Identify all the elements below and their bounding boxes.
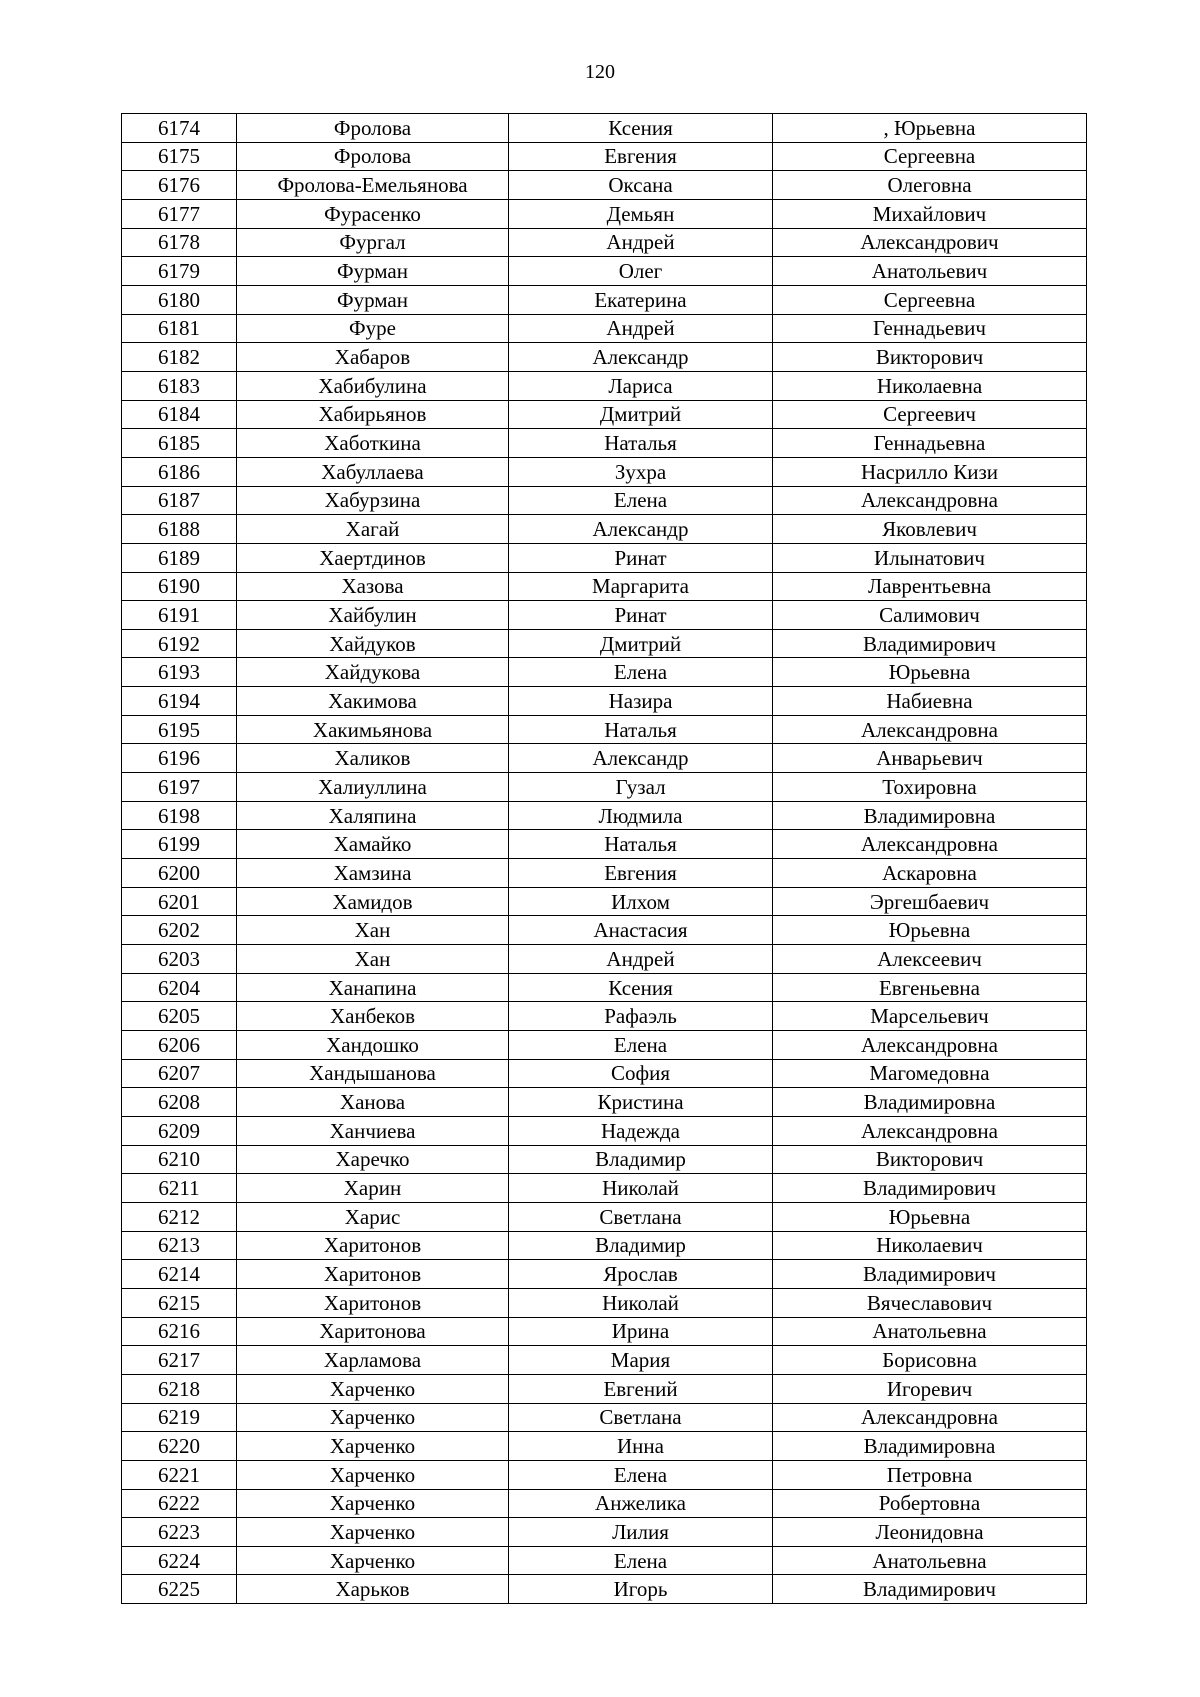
row-number-cell: 6208 bbox=[122, 1088, 237, 1117]
table-row bbox=[122, 1317, 1087, 1346]
patronymic-cell: Юрьевна bbox=[773, 1202, 1087, 1231]
row-number-cell: 6195 bbox=[122, 715, 237, 744]
first-name-cell: Илхом bbox=[509, 887, 773, 916]
first-name-cell: Наталья bbox=[509, 830, 773, 859]
table-row bbox=[122, 1059, 1087, 1088]
patronymic-cell: Илынатович bbox=[773, 543, 1087, 572]
row-number-cell: 6217 bbox=[122, 1346, 237, 1375]
first-name-cell: Елена bbox=[509, 1460, 773, 1489]
first-name-cell: Владимир bbox=[509, 1145, 773, 1174]
table-row bbox=[122, 114, 1087, 143]
last-name-cell: Фурман bbox=[237, 285, 509, 314]
last-name-cell: Хакимова bbox=[237, 687, 509, 716]
last-name-cell: Хабирьянов bbox=[237, 400, 509, 429]
row-number-cell: 6221 bbox=[122, 1460, 237, 1489]
last-name-cell: Харин bbox=[237, 1174, 509, 1203]
last-name-cell: Харечко bbox=[237, 1145, 509, 1174]
table-row bbox=[122, 429, 1087, 458]
patronymic-cell: Игоревич bbox=[773, 1374, 1087, 1403]
last-name-cell: Хакимьянова bbox=[237, 715, 509, 744]
first-name-cell: Маргарита bbox=[509, 572, 773, 601]
first-name-cell: Елена bbox=[509, 658, 773, 687]
table-row bbox=[122, 257, 1087, 286]
last-name-cell: Харченко bbox=[237, 1460, 509, 1489]
table-row bbox=[122, 371, 1087, 400]
first-name-cell: Николай bbox=[509, 1174, 773, 1203]
patronymic-cell: Аскаровна bbox=[773, 859, 1087, 888]
first-name-cell: Светлана bbox=[509, 1403, 773, 1432]
row-number-cell: 6223 bbox=[122, 1518, 237, 1547]
table-row bbox=[122, 1088, 1087, 1117]
table-row bbox=[122, 801, 1087, 830]
last-name-cell: Хамидов bbox=[237, 887, 509, 916]
patronymic-cell: Александровна bbox=[773, 1403, 1087, 1432]
patronymic-cell: Владимирович bbox=[773, 1575, 1087, 1604]
first-name-cell: Оксана bbox=[509, 171, 773, 200]
table-row bbox=[122, 887, 1087, 916]
patronymic-cell: Владимирович bbox=[773, 1174, 1087, 1203]
table-row bbox=[122, 629, 1087, 658]
patronymic-cell: Викторович bbox=[773, 1145, 1087, 1174]
last-name-cell: Фролова bbox=[237, 142, 509, 171]
table-row bbox=[122, 572, 1087, 601]
last-name-cell: Хазова bbox=[237, 572, 509, 601]
row-number-cell: 6211 bbox=[122, 1174, 237, 1203]
table-row bbox=[122, 1002, 1087, 1031]
table-row bbox=[122, 486, 1087, 515]
row-number-cell: 6212 bbox=[122, 1202, 237, 1231]
row-number-cell: 6222 bbox=[122, 1489, 237, 1518]
first-name-cell: Светлана bbox=[509, 1202, 773, 1231]
last-name-cell: Халиуллина bbox=[237, 773, 509, 802]
patronymic-cell: Александровна bbox=[773, 830, 1087, 859]
table-row bbox=[122, 916, 1087, 945]
last-name-cell: Харламова bbox=[237, 1346, 509, 1375]
patronymic-cell: Анатольевна bbox=[773, 1317, 1087, 1346]
first-name-cell: Надежда bbox=[509, 1116, 773, 1145]
patronymic-cell: Александрович bbox=[773, 228, 1087, 257]
table-row bbox=[122, 973, 1087, 1002]
table-row bbox=[122, 687, 1087, 716]
last-name-cell: Фурасенко bbox=[237, 199, 509, 228]
last-name-cell: Хабибулина bbox=[237, 371, 509, 400]
row-number-cell: 6201 bbox=[122, 887, 237, 916]
patronymic-cell: Леонидовна bbox=[773, 1518, 1087, 1547]
table-row bbox=[122, 1518, 1087, 1547]
row-number-cell: 6216 bbox=[122, 1317, 237, 1346]
first-name-cell: Игорь bbox=[509, 1575, 773, 1604]
table-row bbox=[122, 457, 1087, 486]
last-name-cell: Хандышанова bbox=[237, 1059, 509, 1088]
last-name-cell: Харченко bbox=[237, 1403, 509, 1432]
first-name-cell: Гузал bbox=[509, 773, 773, 802]
patronymic-cell: Алексеевич bbox=[773, 945, 1087, 974]
table-row bbox=[122, 199, 1087, 228]
first-name-cell: София bbox=[509, 1059, 773, 1088]
last-name-cell: Фурман bbox=[237, 257, 509, 286]
table-row bbox=[122, 343, 1087, 372]
row-number-cell: 6191 bbox=[122, 601, 237, 630]
row-number-cell: 6207 bbox=[122, 1059, 237, 1088]
first-name-cell: Наталья bbox=[509, 715, 773, 744]
patronymic-cell: Геннадьевич bbox=[773, 314, 1087, 343]
first-name-cell: Ксения bbox=[509, 973, 773, 1002]
first-name-cell: Андрей bbox=[509, 945, 773, 974]
table-row bbox=[122, 400, 1087, 429]
row-number-cell: 6196 bbox=[122, 744, 237, 773]
row-number-cell: 6206 bbox=[122, 1031, 237, 1060]
row-number-cell: 6184 bbox=[122, 400, 237, 429]
table-row bbox=[122, 1489, 1087, 1518]
table-row bbox=[122, 1145, 1087, 1174]
last-name-cell: Хан bbox=[237, 916, 509, 945]
first-name-cell: Екатерина bbox=[509, 285, 773, 314]
table-row bbox=[122, 1231, 1087, 1260]
patronymic-cell: Владимирович bbox=[773, 1260, 1087, 1289]
row-number-cell: 6183 bbox=[122, 371, 237, 400]
row-number-cell: 6176 bbox=[122, 171, 237, 200]
row-number-cell: 6185 bbox=[122, 429, 237, 458]
first-name-cell: Ринат bbox=[509, 601, 773, 630]
patronymic-cell: Вячеславович bbox=[773, 1288, 1087, 1317]
table-row bbox=[122, 515, 1087, 544]
last-name-cell: Харитонов bbox=[237, 1231, 509, 1260]
first-name-cell: Александр bbox=[509, 744, 773, 773]
patronymic-cell: Салимович bbox=[773, 601, 1087, 630]
first-name-cell: Евгения bbox=[509, 142, 773, 171]
last-name-cell: Хаботкина bbox=[237, 429, 509, 458]
table-row bbox=[122, 1116, 1087, 1145]
row-number-cell: 6189 bbox=[122, 543, 237, 572]
last-name-cell: Ханчиева bbox=[237, 1116, 509, 1145]
last-name-cell: Ханбеков bbox=[237, 1002, 509, 1031]
patronymic-cell: Евгеньевна bbox=[773, 973, 1087, 1002]
row-number-cell: 6209 bbox=[122, 1116, 237, 1145]
first-name-cell: Евгений bbox=[509, 1374, 773, 1403]
last-name-cell: Харченко bbox=[237, 1546, 509, 1575]
table-row bbox=[122, 142, 1087, 171]
row-number-cell: 6175 bbox=[122, 142, 237, 171]
first-name-cell: Александр bbox=[509, 343, 773, 372]
table-row bbox=[122, 830, 1087, 859]
patronymic-cell: Анварьевич bbox=[773, 744, 1087, 773]
people-table-body bbox=[122, 114, 1087, 1604]
row-number-cell: 6180 bbox=[122, 285, 237, 314]
table-row bbox=[122, 1575, 1087, 1604]
last-name-cell: Фуре bbox=[237, 314, 509, 343]
first-name-cell: Инна bbox=[509, 1432, 773, 1461]
table-row bbox=[122, 773, 1087, 802]
patronymic-cell: Борисовна bbox=[773, 1346, 1087, 1375]
last-name-cell: Харченко bbox=[237, 1518, 509, 1547]
last-name-cell: Хагай bbox=[237, 515, 509, 544]
table-row bbox=[122, 1432, 1087, 1461]
first-name-cell: Анастасия bbox=[509, 916, 773, 945]
patronymic-cell: Тохировна bbox=[773, 773, 1087, 802]
patronymic-cell: Яковлевич bbox=[773, 515, 1087, 544]
row-number-cell: 6203 bbox=[122, 945, 237, 974]
first-name-cell: Ирина bbox=[509, 1317, 773, 1346]
table-row bbox=[122, 1374, 1087, 1403]
row-number-cell: 6190 bbox=[122, 572, 237, 601]
patronymic-cell: Насрилло Кизи bbox=[773, 457, 1087, 486]
row-number-cell: 6182 bbox=[122, 343, 237, 372]
first-name-cell: Ярослав bbox=[509, 1260, 773, 1289]
row-number-cell: 6205 bbox=[122, 1002, 237, 1031]
table-row bbox=[122, 1288, 1087, 1317]
row-number-cell: 6174 bbox=[122, 114, 237, 143]
patronymic-cell: Магомедовна bbox=[773, 1059, 1087, 1088]
table-row bbox=[122, 1460, 1087, 1489]
last-name-cell: Ханапина bbox=[237, 973, 509, 1002]
row-number-cell: 6178 bbox=[122, 228, 237, 257]
row-number-cell: 6225 bbox=[122, 1575, 237, 1604]
first-name-cell: Анжелика bbox=[509, 1489, 773, 1518]
patronymic-cell: Юрьевна bbox=[773, 658, 1087, 687]
first-name-cell: Евгения bbox=[509, 859, 773, 888]
last-name-cell: Фролова bbox=[237, 114, 509, 143]
last-name-cell: Хабурзина bbox=[237, 486, 509, 515]
row-number-cell: 6187 bbox=[122, 486, 237, 515]
patronymic-cell: Геннадьевна bbox=[773, 429, 1087, 458]
patronymic-cell: Олеговна bbox=[773, 171, 1087, 200]
table-row bbox=[122, 658, 1087, 687]
patronymic-cell: Владимировна bbox=[773, 1432, 1087, 1461]
row-number-cell: 6224 bbox=[122, 1546, 237, 1575]
table-row bbox=[122, 228, 1087, 257]
first-name-cell: Андрей bbox=[509, 314, 773, 343]
row-number-cell: 6200 bbox=[122, 859, 237, 888]
row-number-cell: 6198 bbox=[122, 801, 237, 830]
last-name-cell: Хабаров bbox=[237, 343, 509, 372]
last-name-cell: Харитонова bbox=[237, 1317, 509, 1346]
table-row bbox=[122, 314, 1087, 343]
patronymic-cell: , Юрьевна bbox=[773, 114, 1087, 143]
row-number-cell: 6177 bbox=[122, 199, 237, 228]
row-number-cell: 6186 bbox=[122, 457, 237, 486]
first-name-cell: Рафаэль bbox=[509, 1002, 773, 1031]
table-row bbox=[122, 285, 1087, 314]
patronymic-cell: Владимирович bbox=[773, 629, 1087, 658]
row-number-cell: 6197 bbox=[122, 773, 237, 802]
last-name-cell: Халиков bbox=[237, 744, 509, 773]
patronymic-cell: Анатольевич bbox=[773, 257, 1087, 286]
row-number-cell: 6202 bbox=[122, 916, 237, 945]
first-name-cell: Владимир bbox=[509, 1231, 773, 1260]
first-name-cell: Дмитрий bbox=[509, 400, 773, 429]
last-name-cell: Харченко bbox=[237, 1374, 509, 1403]
last-name-cell: Харченко bbox=[237, 1489, 509, 1518]
patronymic-cell: Сергеевна bbox=[773, 285, 1087, 314]
last-name-cell: Хамзина bbox=[237, 859, 509, 888]
last-name-cell: Хамайко bbox=[237, 830, 509, 859]
patronymic-cell: Петровна bbox=[773, 1460, 1087, 1489]
people-table bbox=[121, 113, 1087, 1604]
row-number-cell: 6181 bbox=[122, 314, 237, 343]
last-name-cell: Харис bbox=[237, 1202, 509, 1231]
patronymic-cell: Александровна bbox=[773, 1031, 1087, 1060]
patronymic-cell: Михайлович bbox=[773, 199, 1087, 228]
first-name-cell: Людмила bbox=[509, 801, 773, 830]
last-name-cell: Хайбулин bbox=[237, 601, 509, 630]
table-row bbox=[122, 1031, 1087, 1060]
first-name-cell: Елена bbox=[509, 486, 773, 515]
last-name-cell: Хабуллаева bbox=[237, 457, 509, 486]
table-row bbox=[122, 744, 1087, 773]
first-name-cell: Александр bbox=[509, 515, 773, 544]
row-number-cell: 6188 bbox=[122, 515, 237, 544]
first-name-cell: Лариса bbox=[509, 371, 773, 400]
row-number-cell: 6214 bbox=[122, 1260, 237, 1289]
last-name-cell: Фролова-Емельянова bbox=[237, 171, 509, 200]
first-name-cell: Ксения bbox=[509, 114, 773, 143]
last-name-cell: Харьков bbox=[237, 1575, 509, 1604]
row-number-cell: 6215 bbox=[122, 1288, 237, 1317]
patronymic-cell: Юрьевна bbox=[773, 916, 1087, 945]
first-name-cell: Ринат bbox=[509, 543, 773, 572]
first-name-cell: Дмитрий bbox=[509, 629, 773, 658]
patronymic-cell: Робертовна bbox=[773, 1489, 1087, 1518]
table-row bbox=[122, 859, 1087, 888]
patronymic-cell: Александровна bbox=[773, 715, 1087, 744]
first-name-cell: Назира bbox=[509, 687, 773, 716]
first-name-cell: Елена bbox=[509, 1546, 773, 1575]
first-name-cell: Елена bbox=[509, 1031, 773, 1060]
patronymic-cell: Александровна bbox=[773, 1116, 1087, 1145]
last-name-cell: Хаертдинов bbox=[237, 543, 509, 572]
row-number-cell: 6179 bbox=[122, 257, 237, 286]
last-name-cell: Хан bbox=[237, 945, 509, 974]
patronymic-cell: Николаевна bbox=[773, 371, 1087, 400]
patronymic-cell: Владимировна bbox=[773, 1088, 1087, 1117]
patronymic-cell: Анатольевна bbox=[773, 1546, 1087, 1575]
first-name-cell: Николай bbox=[509, 1288, 773, 1317]
row-number-cell: 6192 bbox=[122, 629, 237, 658]
row-number-cell: 6199 bbox=[122, 830, 237, 859]
last-name-cell: Хайдукова bbox=[237, 658, 509, 687]
first-name-cell: Мария bbox=[509, 1346, 773, 1375]
table-row bbox=[122, 1403, 1087, 1432]
table-row bbox=[122, 715, 1087, 744]
row-number-cell: 6213 bbox=[122, 1231, 237, 1260]
patronymic-cell: Сергеевич bbox=[773, 400, 1087, 429]
first-name-cell: Олег bbox=[509, 257, 773, 286]
last-name-cell: Ханова bbox=[237, 1088, 509, 1117]
first-name-cell: Кристина bbox=[509, 1088, 773, 1117]
table-row bbox=[122, 1260, 1087, 1289]
table-row bbox=[122, 601, 1087, 630]
first-name-cell: Лилия bbox=[509, 1518, 773, 1547]
patronymic-cell: Сергеевна bbox=[773, 142, 1087, 171]
first-name-cell: Андрей bbox=[509, 228, 773, 257]
row-number-cell: 6210 bbox=[122, 1145, 237, 1174]
row-number-cell: 6204 bbox=[122, 973, 237, 1002]
table-row bbox=[122, 543, 1087, 572]
last-name-cell: Харитонов bbox=[237, 1260, 509, 1289]
patronymic-cell: Марсельевич bbox=[773, 1002, 1087, 1031]
first-name-cell: Демьян bbox=[509, 199, 773, 228]
patronymic-cell: Владимировна bbox=[773, 801, 1087, 830]
patronymic-cell: Лаврентьевна bbox=[773, 572, 1087, 601]
page-number: 120 bbox=[585, 61, 615, 83]
patronymic-cell: Эргешбаевич bbox=[773, 887, 1087, 916]
row-number-cell: 6220 bbox=[122, 1432, 237, 1461]
table-row bbox=[122, 945, 1087, 974]
patronymic-cell: Николаевич bbox=[773, 1231, 1087, 1260]
last-name-cell: Халяпина bbox=[237, 801, 509, 830]
row-number-cell: 6193 bbox=[122, 658, 237, 687]
first-name-cell: Наталья bbox=[509, 429, 773, 458]
row-number-cell: 6219 bbox=[122, 1403, 237, 1432]
last-name-cell: Харитонов bbox=[237, 1288, 509, 1317]
table-row bbox=[122, 1346, 1087, 1375]
table-row bbox=[122, 1202, 1087, 1231]
first-name-cell: Зухра bbox=[509, 457, 773, 486]
row-number-cell: 6218 bbox=[122, 1374, 237, 1403]
row-number-cell: 6194 bbox=[122, 687, 237, 716]
last-name-cell: Фургал bbox=[237, 228, 509, 257]
table-row bbox=[122, 171, 1087, 200]
patronymic-cell: Набиевна bbox=[773, 687, 1087, 716]
last-name-cell: Хайдуков bbox=[237, 629, 509, 658]
table-row bbox=[122, 1174, 1087, 1203]
patronymic-cell: Александровна bbox=[773, 486, 1087, 515]
last-name-cell: Хандошко bbox=[237, 1031, 509, 1060]
last-name-cell: Харченко bbox=[237, 1432, 509, 1461]
table-row bbox=[122, 1546, 1087, 1575]
patronymic-cell: Викторович bbox=[773, 343, 1087, 372]
